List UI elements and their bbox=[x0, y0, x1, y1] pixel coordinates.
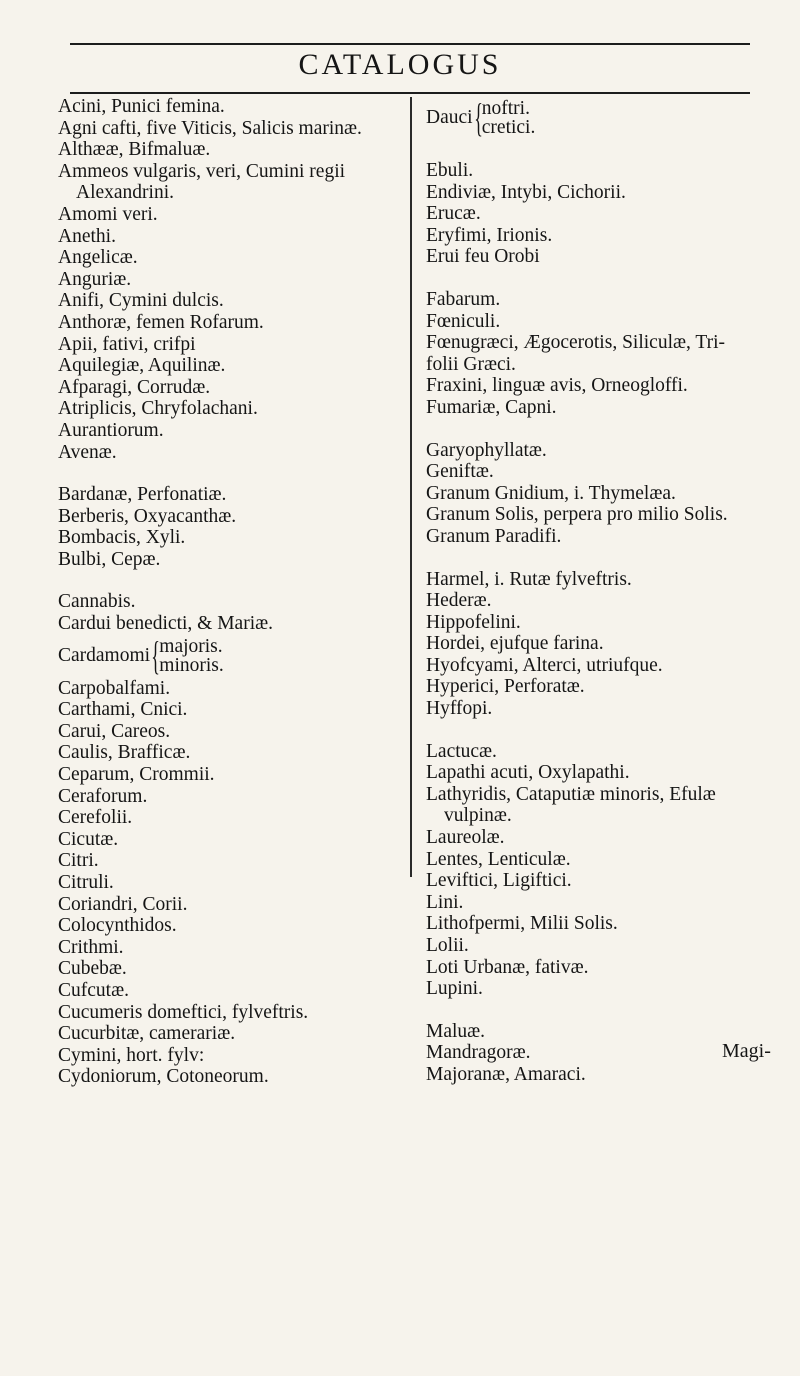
entry-line: Cufcutæ. bbox=[58, 979, 129, 1001]
entry-line: Harmel, i. Rutæ fylveftris. bbox=[426, 568, 632, 590]
entry-line: Avenæ. bbox=[58, 441, 117, 463]
entry-line: Atriplicis, Chryfolachani. bbox=[58, 398, 258, 420]
entry-line: Carthami, Cnici. bbox=[58, 699, 188, 721]
entry-line: Cannabis. bbox=[58, 591, 136, 613]
entry-line: Hippofelini. bbox=[426, 611, 521, 633]
entry-line: Maluæ. bbox=[426, 1020, 486, 1042]
entry-line: Geniftæ. bbox=[426, 461, 494, 483]
entry-line: Aquilegiæ, Aquilinæ. bbox=[58, 355, 226, 377]
right-column bbox=[426, 96, 766, 1086]
entry-line: Bardanæ, Perfonatiæ. bbox=[58, 484, 227, 506]
entry-line: Anifi, Cymini dulcis. bbox=[58, 290, 224, 312]
entry-line: Caulis, Brafficæ. bbox=[58, 742, 191, 764]
section-gap bbox=[426, 720, 766, 741]
entry-line: Lapathi acuti, Oxylapathi. bbox=[426, 762, 630, 784]
entry-line: Fumariæ, Capni. bbox=[426, 396, 557, 418]
entry-line: Lathyridis, Cataputiæ minoris, Efulæ bbox=[426, 783, 716, 805]
top-rule bbox=[70, 43, 750, 45]
brace-options bbox=[482, 99, 536, 137]
entry-line: Garyophyllatæ. bbox=[426, 439, 547, 461]
entry-line: Eryfimi, Irionis. bbox=[426, 224, 553, 246]
entry-line: Bulbi, Cepæ. bbox=[58, 548, 161, 570]
entry-stem: Dauci bbox=[426, 106, 473, 128]
entry-line: Amomi veri. bbox=[58, 203, 158, 225]
entry-line: Cydoniorum, Cotoneorum. bbox=[58, 1066, 269, 1088]
entry-line: Cardui benedicti, & Mariæ. bbox=[58, 613, 273, 635]
entry-line: Loti Urbanæ, fativæ. bbox=[426, 956, 589, 978]
header-rule bbox=[70, 92, 750, 94]
brace-options bbox=[159, 637, 223, 675]
entry-line: Cicutæ. bbox=[58, 828, 119, 850]
entry-line: Hordei, ejufque farina. bbox=[426, 633, 604, 655]
section-gap bbox=[426, 419, 766, 440]
entry-line: Ceparum, Crommii. bbox=[58, 764, 215, 786]
entry-line: Cucumeris domeftici, fylveftris. bbox=[58, 1001, 309, 1023]
brace-option: cretici. bbox=[481, 116, 536, 138]
entry-line: Granum Solis, perpera pro milio Solis. bbox=[426, 504, 728, 526]
page-title: CATALOGUS bbox=[298, 48, 502, 81]
entry-line: Fabarum. bbox=[426, 288, 501, 310]
entry-line: Carui, Careos. bbox=[58, 720, 171, 742]
entry-line: Hyffopi. bbox=[426, 698, 493, 720]
entry-line: Ebuli. bbox=[426, 160, 474, 181]
entry-line: Cucurbitæ, camerariæ. bbox=[58, 1023, 236, 1045]
entry-continuation: vulpinæ. bbox=[444, 805, 512, 827]
column-divider bbox=[410, 97, 412, 877]
entry-line: Berberis, Oxyacanthæ. bbox=[58, 505, 237, 527]
entry-line: Hyperici, Perforatæ. bbox=[426, 676, 585, 698]
entry-line: Crithmi. bbox=[58, 936, 124, 958]
entry-line: Hyofcyami, Alterci, utriufque. bbox=[426, 654, 663, 676]
entry-line: Citruli. bbox=[58, 872, 114, 893]
brace-glyph: { bbox=[151, 633, 161, 679]
entry-line: Citri. bbox=[58, 850, 99, 872]
entry-line: Ceraforum. bbox=[58, 785, 148, 807]
entry-line: Althææ, Bifmaluæ. bbox=[58, 139, 211, 161]
entry-continuation: Alexandrini. bbox=[76, 182, 175, 204]
entry-line: Coriandri, Corii. bbox=[58, 893, 188, 915]
brace-glyph: { bbox=[473, 94, 483, 140]
entry-brace-group bbox=[426, 96, 766, 139]
entry-line: Cerefolii. bbox=[58, 807, 133, 829]
entry-line: Bombacis, Xyli. bbox=[58, 527, 186, 549]
entry-line: Cymini, hort. fylv: bbox=[58, 1044, 205, 1066]
section-gap bbox=[58, 570, 403, 591]
entry-line: Leviftici, Ligiftici. bbox=[426, 870, 572, 892]
entry-line: Carpobalfami. bbox=[58, 677, 171, 699]
entry-line: Anguriæ. bbox=[58, 268, 132, 290]
entry-line: Apii, fativi, crifpi bbox=[58, 333, 196, 355]
entry-line: Majoranæ, Amaraci. bbox=[426, 1063, 586, 1085]
entry-brace-group bbox=[58, 635, 403, 678]
entry-line: Laureolæ. bbox=[426, 827, 505, 849]
entry-line: Erui feu Orobi bbox=[426, 246, 540, 268]
section-gap bbox=[58, 463, 403, 484]
entry-line: Anthoræ, femen Rofarum. bbox=[58, 311, 264, 333]
entry-line: Endiviæ, Intybi, Cichorii. bbox=[426, 181, 626, 203]
brace-option: noftri. bbox=[481, 97, 530, 119]
entry-line: Angelicæ. bbox=[58, 247, 138, 269]
entry-line: Lentes, Lenticulæ. bbox=[426, 848, 571, 870]
catchword: Magi- bbox=[722, 1040, 771, 1062]
entry-stem: Cardamomi bbox=[58, 645, 151, 667]
entry-line: Acini, Punici femina. bbox=[58, 96, 225, 117]
entry-line: Lithofpermi, Milii Solis. bbox=[426, 913, 618, 935]
entry-line: Granum Gnidium, i. Thymelæa. bbox=[426, 482, 676, 504]
entry-line: Cubebæ. bbox=[58, 958, 127, 980]
entry-line: Fraxini, linguæ avis, Orneogloffi. bbox=[426, 375, 688, 397]
brace-option: majoris. bbox=[159, 636, 223, 658]
entry-line: Lactucæ. bbox=[426, 740, 497, 762]
entry-line: Colocynthidos. bbox=[58, 915, 177, 937]
entry-line: Anethi. bbox=[58, 225, 116, 247]
entry-line: Granum Paradifi. bbox=[426, 525, 562, 547]
entry-line: folii Græci. bbox=[426, 353, 516, 375]
entry-line: Aurantiorum. bbox=[58, 419, 164, 441]
entry-line: Lini. bbox=[426, 891, 464, 913]
entry-line: Mandragoræ. bbox=[426, 1042, 531, 1064]
entry-line: Lupini. bbox=[426, 978, 483, 1000]
entry-line: Fœniculi. bbox=[426, 310, 501, 332]
entry-line: Hederæ. bbox=[426, 590, 492, 612]
section-gap bbox=[426, 139, 766, 160]
left-column bbox=[58, 96, 403, 1088]
section-gap bbox=[426, 1000, 766, 1021]
section-gap bbox=[426, 268, 766, 289]
section-gap bbox=[426, 548, 766, 569]
entry-line: Ammeos vulgaris, veri, Cumini regii bbox=[58, 160, 346, 182]
entry-line: Erucæ. bbox=[426, 203, 481, 225]
brace-option: minoris. bbox=[159, 655, 224, 677]
entry-line: Agni cafti, five Viticis, Salicis marinæ. bbox=[58, 117, 362, 139]
entry-line: Fœnugræci, Ægocerotis, Siliculæ, Tri- bbox=[426, 332, 726, 354]
entry-line: Lolii. bbox=[426, 935, 469, 956]
entry-line: Afparagi, Corrudæ. bbox=[58, 376, 211, 398]
